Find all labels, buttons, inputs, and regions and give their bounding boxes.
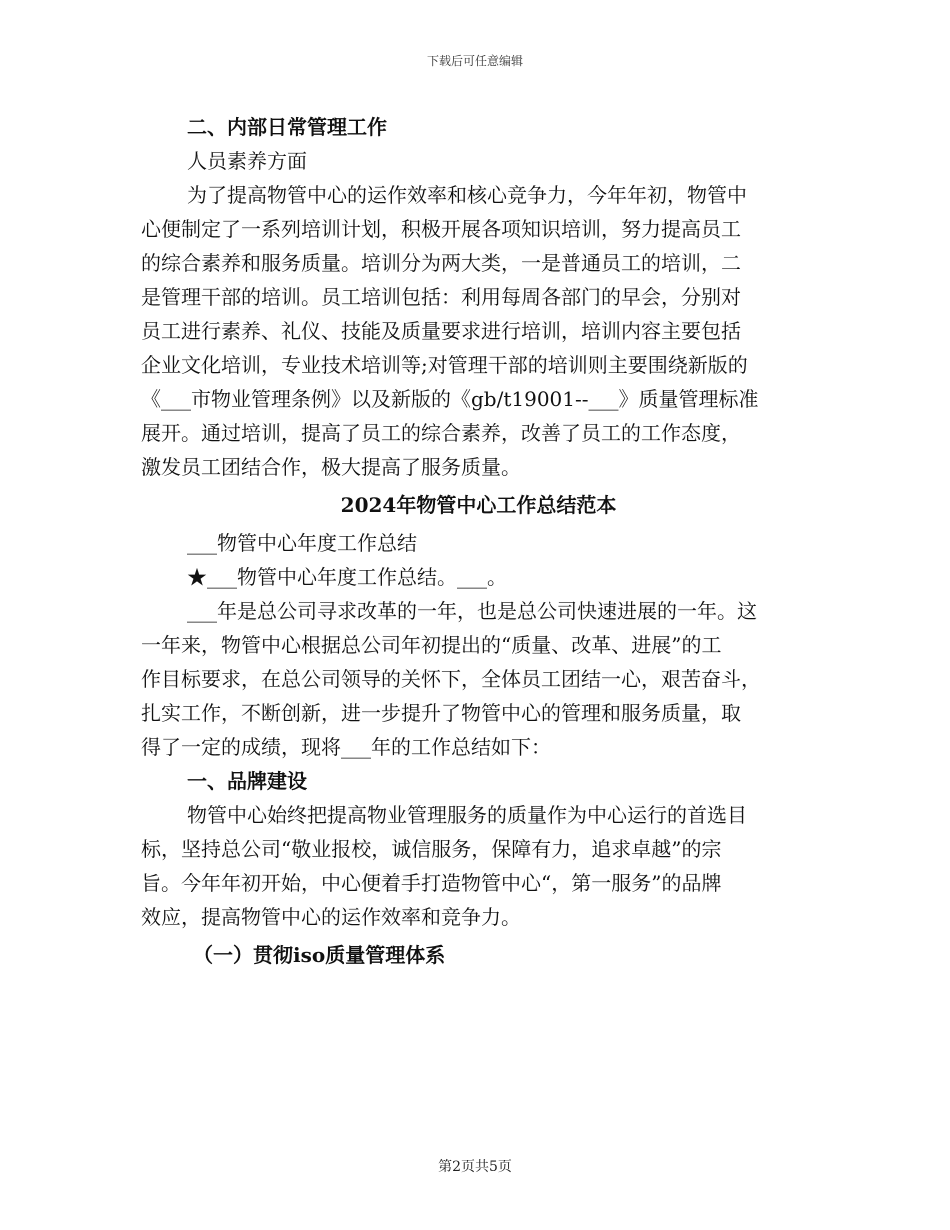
section-heading-brand-building: 一、品牌建设 [187,769,307,793]
paragraph-line: 扎实工作，不断创新，进一步提升了物管中心的管理和服务质量，取 [141,701,741,725]
paragraph-line: 旨。今年年初开始，中心便着手打造物管中心“，第一服务”的品牌 [141,871,722,895]
paragraph-line: 员工进行素养、礼仪、技能及质量要求进行培训，培训内容主要包括 [141,319,741,343]
paragraph-line: 心便制定了一系列培训计划，积极开展各项知识培训，努力提高员工 [141,217,741,241]
paragraph-line: 激发员工团结合作，极大提高了服务质量。 [141,455,521,479]
section-subheading-staff-quality: 人员素养方面 [187,149,307,173]
paragraph-line: 作目标要求，在总公司领导的关怀下，全体员工团结一心，艰苦奋斗， [141,667,761,691]
paragraph-line: 得了一定的成绩，现将___年的工作总结如下： [141,735,551,759]
paragraph-line: 物管中心始终把提高物业管理服务的质量作为中心运行的首选目 [187,803,747,827]
paragraph-line: 标，坚持总公司“敬业报校，诚信服务，保障有力，追求卓越”的宗 [141,837,722,861]
paragraph-line: 《___市物业管理条例》以及新版的《gb/t19001--___》质量管理标准 [141,387,759,411]
paragraph-line: 为了提高物管中心的运作效率和核心竞争力，今年年初，物管中 [187,183,747,207]
summary-subtitle-line: ★___物管中心年度工作总结。___。 [187,565,507,589]
paragraph-line: 是管理干部的培训。员工培训包括：利用每周各部门的早会，分别对 [141,285,741,309]
paragraph-line: 的综合素养和服务质量。培训分为两大类，一是普通员工的培训，二 [141,251,741,275]
paragraph-line: 效应，提高物管中心的运作效率和竞争力。 [141,905,521,929]
section-heading-internal-management: 二、内部日常管理工作 [187,115,387,139]
paragraph-line: ___年是总公司寻求改革的一年，也是总公司快速进展的一年。这 [187,599,757,623]
document-body [141,110,816,972]
page-header: 下载后可任意编辑 [426,54,523,68]
paragraph-line: 一年来，物管中心根据总公司年初提出的“质量、改革、进展”的工 [141,633,722,657]
summary-title-line: ___物管中心年度工作总结 [187,531,417,555]
paragraph-line: 展开。通过培训，提高了员工的综合素养，改善了员工的工作态度， [141,421,741,445]
section-subheading-iso: （一）贯彻iso质量管理体系 [193,943,446,967]
page-footer: 第2页共5页 [438,1159,512,1175]
paragraph-line: 企业文化培训，专业技术培训等;对管理干部的培训则主要围绕新版的 [141,353,748,377]
document-title: 2024年物管中心工作总结范本 [340,493,617,517]
